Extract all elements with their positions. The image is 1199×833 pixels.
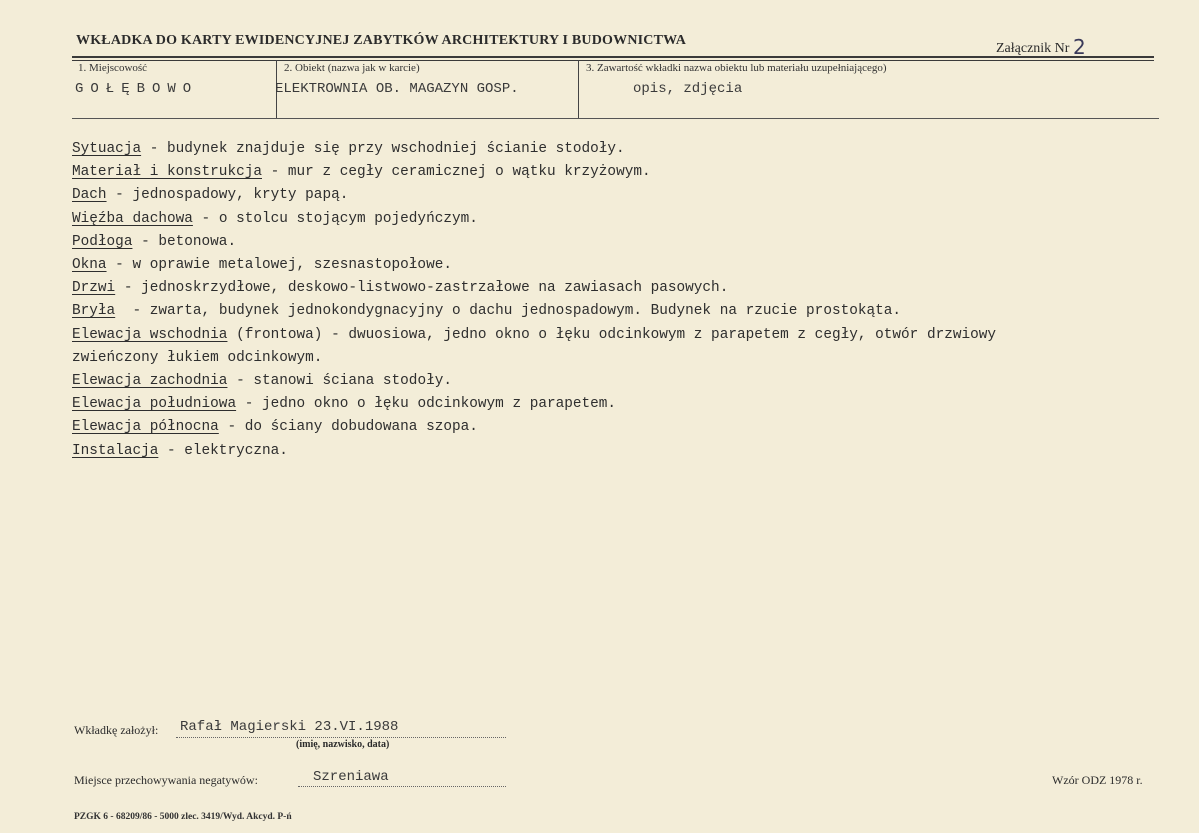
description-line bbox=[72, 416, 1167, 439]
author-label: Wkładkę założył: bbox=[74, 723, 159, 737]
description-text: - zwarta, budynek jednokondygnacyjny o dachu jednospadowym. Budynek na rzucie prostokąta. bbox=[115, 303, 902, 320]
description-text: - budynek znajduje się przy wschodniej ścianie stodoły. bbox=[141, 141, 625, 157]
place-value: GOŁĘBOWO bbox=[75, 81, 199, 97]
description-term: Okna bbox=[72, 257, 107, 274]
description-text: - w oprawie metalowej, szesnastopołowe. bbox=[106, 257, 452, 274]
print-code: PZGK 6 - 68209/86 - 5000 zlec. 3419/Wyd. Akcyd. P-ń bbox=[74, 812, 292, 822]
form-code: Wzór ODZ 1978 r. bbox=[1052, 773, 1143, 787]
header-rule-thin bbox=[72, 60, 1154, 61]
description-term: Podłoga bbox=[72, 233, 133, 250]
description-term: Dach bbox=[72, 187, 107, 204]
description-text: (frontowa) - dwuosiowa, jedno okno o łęku odcinkowym z parapetem z cegły, otwór drzwiowy bbox=[227, 326, 997, 343]
description-term: Elewacja wschodnia bbox=[72, 326, 228, 343]
description-line bbox=[72, 208, 1167, 231]
content-value: opis, zdjęcia bbox=[633, 81, 743, 97]
description-line bbox=[72, 231, 1167, 254]
description-line bbox=[72, 138, 1167, 161]
description-line bbox=[72, 277, 1167, 300]
description-text: zwieńczony łukiem odcinkowym. bbox=[72, 349, 323, 366]
description-term: Instalacja bbox=[72, 442, 159, 459]
description-text: - betonowa. bbox=[132, 233, 237, 250]
description-line bbox=[72, 393, 1167, 416]
description-line bbox=[72, 161, 1167, 184]
description-term: Więźba dachowa bbox=[72, 210, 193, 227]
description-body bbox=[72, 138, 1167, 463]
description-text: - jedno okno o łęku odcinkowym z parapetem. bbox=[236, 396, 617, 413]
description-term: Elewacja północna bbox=[72, 419, 219, 436]
description-term: Elewacja południowa bbox=[72, 396, 237, 413]
description-text: - mur z cegły ceramicznej o wątku krzyżowym. bbox=[262, 164, 651, 181]
description-term: Bryła bbox=[72, 303, 116, 320]
content-label: 3. Zawartość wkładki nazwa obiektu lub materiału uzupełniającego) bbox=[586, 62, 887, 74]
place-label: 1. Miejscowość bbox=[78, 62, 148, 74]
description-line bbox=[72, 347, 1167, 370]
description-text: - jednoskrzydłowe, deskowo-listwowo-zastrzałowe na zawiasach pasowych. bbox=[115, 280, 729, 297]
form-title: WKŁADKA DO KARTY EWIDENCYJNEJ ZABYTKÓW ARCHITEKTURY I BUDOWNICTWA bbox=[76, 33, 687, 48]
description-term: Sytuacja bbox=[72, 141, 142, 157]
description-term: Materiał i konstrukcja bbox=[72, 164, 262, 181]
description-line bbox=[72, 300, 1167, 323]
object-value: ELEKTROWNIA OB. MAGAZYN GOSP. bbox=[275, 81, 519, 97]
description-text: - elektryczna. bbox=[158, 442, 288, 459]
field-divider bbox=[578, 60, 579, 118]
fields-bottom-rule bbox=[72, 118, 1159, 119]
author-value: Rafał Magierski 23.VI.1988 bbox=[180, 719, 399, 735]
object-label: 2. Obiekt (nazwa jak w karcie) bbox=[284, 62, 420, 74]
author-hint: (imię, nazwisko, data) bbox=[296, 739, 390, 750]
description-line bbox=[72, 370, 1167, 393]
description-term: Elewacja zachodnia bbox=[72, 373, 228, 390]
header-rule bbox=[72, 56, 1154, 58]
description-text: - jednospadowy, kryty papą. bbox=[106, 187, 349, 204]
description-term: Drzwi bbox=[72, 280, 116, 297]
description-text: - stanowi ściana stodoły. bbox=[227, 373, 452, 390]
description-text: - do ściany dobudowana szopa. bbox=[218, 419, 478, 436]
annex-label: Załącznik Nr bbox=[996, 41, 1070, 56]
description-text: - o stolcu stojącym pojedyńczym. bbox=[192, 210, 478, 227]
negatives-value: Szreniawa bbox=[313, 769, 389, 785]
annex-number bbox=[996, 33, 1086, 57]
author-line bbox=[176, 737, 506, 738]
description-line bbox=[72, 440, 1167, 463]
description-line bbox=[72, 254, 1167, 277]
description-line bbox=[72, 324, 1167, 347]
negatives-label: Miejsce przechowywania negatywów: bbox=[74, 773, 258, 787]
annex-value: 2 bbox=[1072, 35, 1086, 59]
negatives-line bbox=[298, 786, 506, 787]
description-line bbox=[72, 184, 1167, 207]
